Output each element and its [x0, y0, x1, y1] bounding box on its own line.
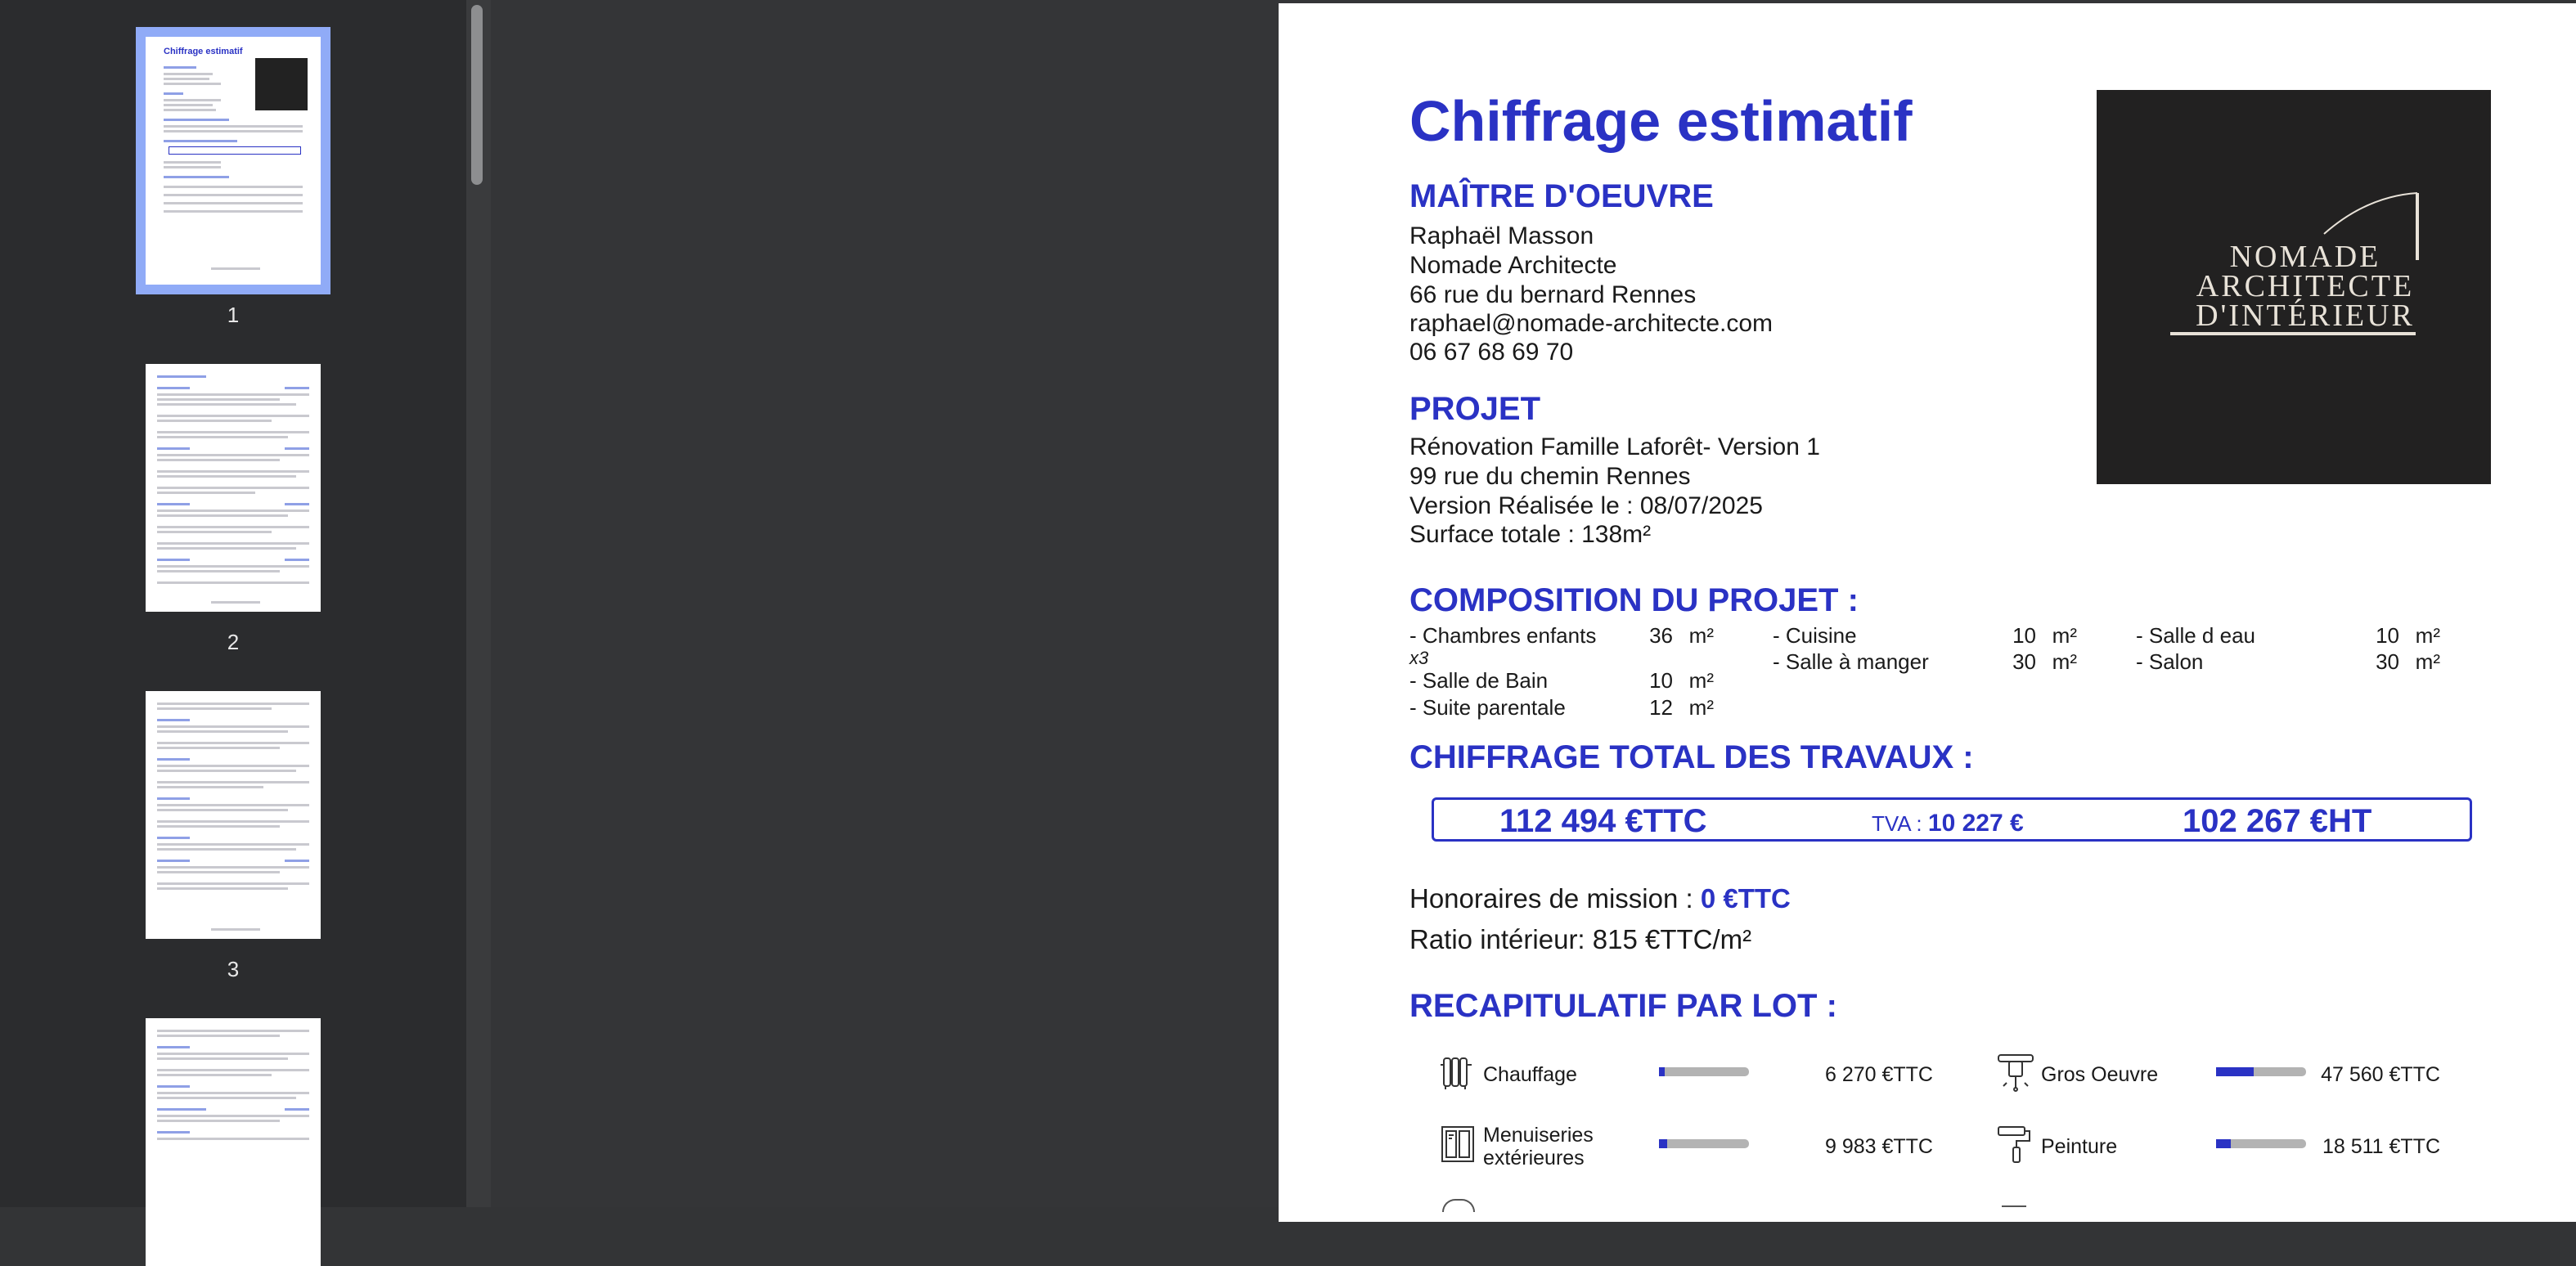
- projet-name: Rénovation Famille Laforêt- Version 1: [1409, 433, 1820, 460]
- document-title: Chiffrage estimatif: [1409, 89, 1913, 153]
- lot-amount: 18 511 €TTC: [2322, 1135, 2440, 1158]
- window-icon: [1439, 1124, 1477, 1169]
- room-label: - Salle à manger: [1773, 649, 1929, 674]
- maitre-address: 66 rue du bernard Rennes: [1409, 281, 1697, 308]
- room-area: 10: [2012, 623, 2036, 648]
- room-label: - Chambres enfants: [1409, 623, 1597, 648]
- total-ttc: 112 494 €TTC: [1499, 803, 1707, 839]
- total-heading: CHIFFRAGE TOTAL DES TRAVAUX :: [1409, 739, 1974, 775]
- room-unit: m²: [1688, 695, 1714, 720]
- room-label: - Salle de Bain: [1409, 668, 1549, 693]
- company-logo: [2097, 90, 2491, 484]
- paint-roller-icon: [1995, 1124, 2036, 1170]
- honoraires-line: [1409, 883, 1791, 914]
- thumbnail-title: Chiffrage estimatif: [164, 47, 243, 56]
- room-item: [2136, 649, 2440, 675]
- room-area: 30: [2376, 649, 2399, 674]
- lot-share-fill: [1659, 1067, 1665, 1076]
- room-area: 36: [1649, 623, 1673, 648]
- page-thumbnail[interactable]: [146, 1018, 321, 1266]
- thumbnail-page-number: 2: [227, 630, 240, 654]
- maitre-company: Nomade Architecte: [1409, 252, 1617, 279]
- lot-share-bar: [1659, 1139, 1749, 1148]
- page-thumbnail[interactable]: [146, 37, 321, 285]
- projet-address: 99 rue du chemin Rennes: [1409, 463, 1691, 490]
- room-label: - Suite parentale: [1409, 695, 1566, 720]
- next-lot-icon: [2002, 1205, 2026, 1212]
- lot-share-bar: [2216, 1139, 2306, 1148]
- room-area: 10: [1649, 668, 1673, 693]
- document-viewer: [491, 0, 2440, 1207]
- lot-share-fill: [1659, 1139, 1667, 1148]
- projet-heading: PROJET: [1409, 391, 1541, 427]
- room-unit: m²: [1688, 623, 1714, 648]
- lot-label: Peinture: [2041, 1135, 2118, 1158]
- logo-line-3: D'INTÉRIEUR: [2196, 299, 2415, 333]
- logo-line-1: NOMADE: [2229, 240, 2381, 274]
- maitre-phone: 06 67 68 69 70: [1409, 339, 1574, 366]
- total-ht: 102 267 €HT: [2183, 803, 2372, 839]
- logo-line-2: ARCHITECTE: [2196, 269, 2415, 303]
- room-unit: m²: [2052, 623, 2077, 648]
- lot-amount: 9 983 €TTC: [1824, 1135, 1933, 1158]
- room-label: - Cuisine: [1773, 623, 1857, 648]
- lot-share-bar: [1659, 1067, 1749, 1076]
- tva-value: 10 227 €: [1927, 810, 2024, 837]
- jackhammer-icon: [1995, 1050, 2036, 1097]
- lot-share-fill: [2216, 1139, 2231, 1148]
- honoraires-label: Honoraires de mission :: [1409, 883, 1693, 914]
- lot-label: Menuiseries: [1483, 1124, 1594, 1147]
- lot-share-bar: [2216, 1067, 2306, 1076]
- ratio-line: Ratio intérieur: 815 €TTC/m²: [1409, 924, 1752, 954]
- room-label: - Salle d eau: [2136, 623, 2255, 648]
- room-item: [2136, 623, 2440, 649]
- composition-heading: COMPOSITION DU PROJET :: [1409, 582, 1859, 618]
- lot-share-fill: [2216, 1067, 2254, 1076]
- page-thumbnail[interactable]: [146, 691, 321, 939]
- room-item: [1409, 695, 1714, 721]
- sidebar-scrollbar-thumb[interactable]: [471, 5, 483, 185]
- room-item: [1409, 623, 1714, 649]
- room-item: [1773, 649, 2077, 675]
- room-area: 12: [1649, 695, 1673, 720]
- next-lot-icon: [1442, 1199, 1475, 1212]
- total-box: [1432, 797, 2472, 842]
- maitre-email: raphael@nomade-architecte.com: [1409, 310, 1774, 337]
- lot-label: Chauffage: [1483, 1063, 1577, 1086]
- lot-amount: 6 270 €TTC: [1824, 1063, 1933, 1086]
- projet-version: Version Réalisée le : 08/07/2025: [1409, 492, 1763, 519]
- thumbnail-logo: [255, 58, 308, 110]
- thumbnail-page-number: 3: [227, 957, 240, 981]
- room-item: [1773, 623, 2077, 649]
- lot-amount: 47 560 €TTC: [2321, 1063, 2440, 1086]
- room-unit: m²: [2415, 623, 2440, 648]
- tva-label: TVA :: [1872, 811, 1922, 836]
- maitre-name: Raphaël Masson: [1409, 222, 1594, 249]
- room-label: - Salon: [2136, 649, 2204, 674]
- room-unit: m²: [2052, 649, 2077, 674]
- projet-surface: Surface totale : 138m²: [1409, 521, 1652, 548]
- honoraires-value: 0 €TTC: [1700, 883, 1791, 914]
- maitre-heading: MAÎTRE D'OEUVRE: [1409, 178, 1714, 214]
- room-multiplier: x3: [1409, 648, 1429, 668]
- lot-label: Gros Oeuvre: [2041, 1063, 2159, 1086]
- sidebar-scrollbar[interactable]: [466, 0, 491, 1207]
- document-page: [1279, 3, 2576, 1222]
- room-unit: m²: [2415, 649, 2440, 674]
- room-area: 30: [2012, 649, 2036, 674]
- recap-heading: RECAPITULATIF PAR LOT :: [1409, 988, 1837, 1024]
- tva-line: [1872, 810, 2024, 837]
- page-thumbnail[interactable]: [146, 364, 321, 612]
- room-item: [1409, 668, 1714, 694]
- radiator-icon: [1439, 1053, 1477, 1095]
- room-unit: m²: [1688, 668, 1714, 693]
- lot-label: extérieures: [1483, 1147, 1585, 1169]
- thumbnail-page-number: 1: [227, 303, 240, 327]
- thumbnail-sidebar: [0, 0, 466, 1207]
- room-area: 10: [2376, 623, 2399, 648]
